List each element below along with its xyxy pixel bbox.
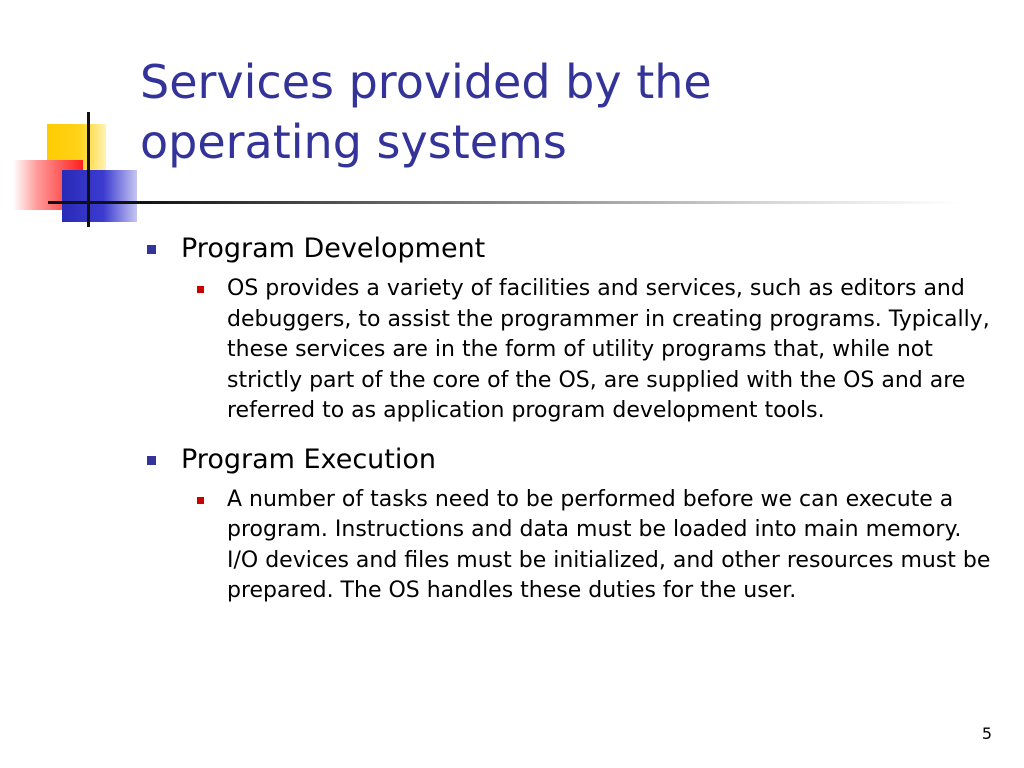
bullet-list xyxy=(143,230,993,621)
page-number: 5 xyxy=(981,724,992,743)
sub-bullet-item xyxy=(143,274,993,427)
decorative-blue-square xyxy=(62,170,137,222)
slide-title-line-2: operating systems xyxy=(140,115,567,169)
slide-title xyxy=(140,52,980,172)
square-bullet-icon xyxy=(197,286,204,293)
bullet-item-program-execution xyxy=(143,441,993,479)
sub-bullet-item xyxy=(143,485,993,607)
sub-bullet-text: A number of tasks need to be performed before we can execute a program. Instructions and data must be loaded into main memory. I/O devices and files must be initialized, and other resources must be prepared. The OS handles these duties for the user. xyxy=(227,486,991,603)
sub-bullet-text: OS provides a variety of facilities and services, such as editors and debuggers, to assist the programmer in creating programs. Typically, these services are in the form of utility programs that, while not strictly part of the core of the OS, are supplied with the OS and are referred to as application program development tools. xyxy=(227,276,990,423)
square-bullet-icon xyxy=(147,456,156,465)
square-bullet-icon xyxy=(197,497,204,504)
slide-title-line-1: Services provided by the xyxy=(140,55,712,109)
title-underline xyxy=(48,201,960,204)
decorative-vertical-line xyxy=(87,112,90,227)
bullet-heading: Program Development xyxy=(181,233,486,264)
bullet-heading: Program Execution xyxy=(181,443,436,475)
square-bullet-icon xyxy=(147,245,156,254)
bullet-item-program-development xyxy=(143,230,993,268)
